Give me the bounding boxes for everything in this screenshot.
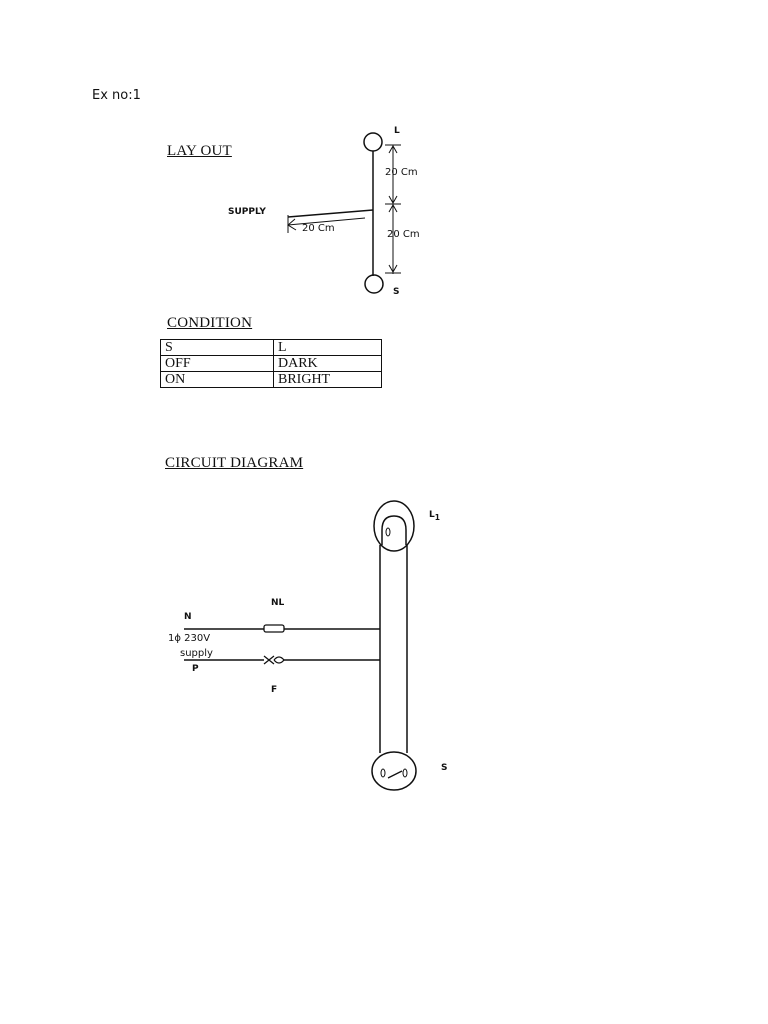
circuit-switch-body xyxy=(372,752,416,790)
circuit-supply-line2: supply xyxy=(180,648,213,659)
circuit-fuse-label: F xyxy=(271,685,278,695)
table-header-switch: S xyxy=(161,340,274,356)
circuit-neutral-label: N xyxy=(184,612,192,622)
circuit-lamp-label-sub: 1 xyxy=(434,512,440,522)
circuit-neutral-link-label: NL xyxy=(271,598,285,608)
circuit-lamp-label xyxy=(429,510,440,522)
table-cell: BRIGHT xyxy=(274,372,382,388)
circuit-lamp-label-main: L xyxy=(429,510,435,520)
table-cell: DARK xyxy=(274,356,382,372)
layout-heading: LAY OUT xyxy=(167,143,232,159)
circuit-supply-line1: 1ϕ 230V xyxy=(168,633,211,644)
layout-dim-upper-label: 20 Cm xyxy=(385,167,418,178)
layout-switch-label: S xyxy=(393,287,400,297)
table-cell: OFF xyxy=(161,356,274,372)
circuit-neutral-link-symbol xyxy=(264,625,284,632)
circuit-switch-terminal-right xyxy=(403,769,407,777)
circuit-lamp-holder xyxy=(374,501,414,551)
circuit-switch-blade xyxy=(388,771,402,778)
circuit-heading: CIRCUIT DIAGRAM xyxy=(165,455,304,471)
table-cell: ON xyxy=(161,372,274,388)
circuit-switch-label: S xyxy=(441,763,448,773)
circuit-switch-terminal-left xyxy=(381,769,385,777)
table-header-lamp: L xyxy=(274,340,382,356)
condition-heading: CONDITION xyxy=(167,315,253,331)
circuit-fuse-symbol xyxy=(264,656,284,664)
circuit-phase-label: P xyxy=(192,664,199,674)
layout-lamp-label: L xyxy=(394,126,400,136)
circuit-lamp-terminal xyxy=(386,528,390,536)
layout-supply-label: SUPPLY xyxy=(228,207,266,217)
layout-dim-lower-label: 20 Cm xyxy=(387,229,420,240)
layout-dim-horizontal-label: 20 Cm xyxy=(302,223,335,234)
exercise-number: Ex no:1 xyxy=(92,88,141,103)
